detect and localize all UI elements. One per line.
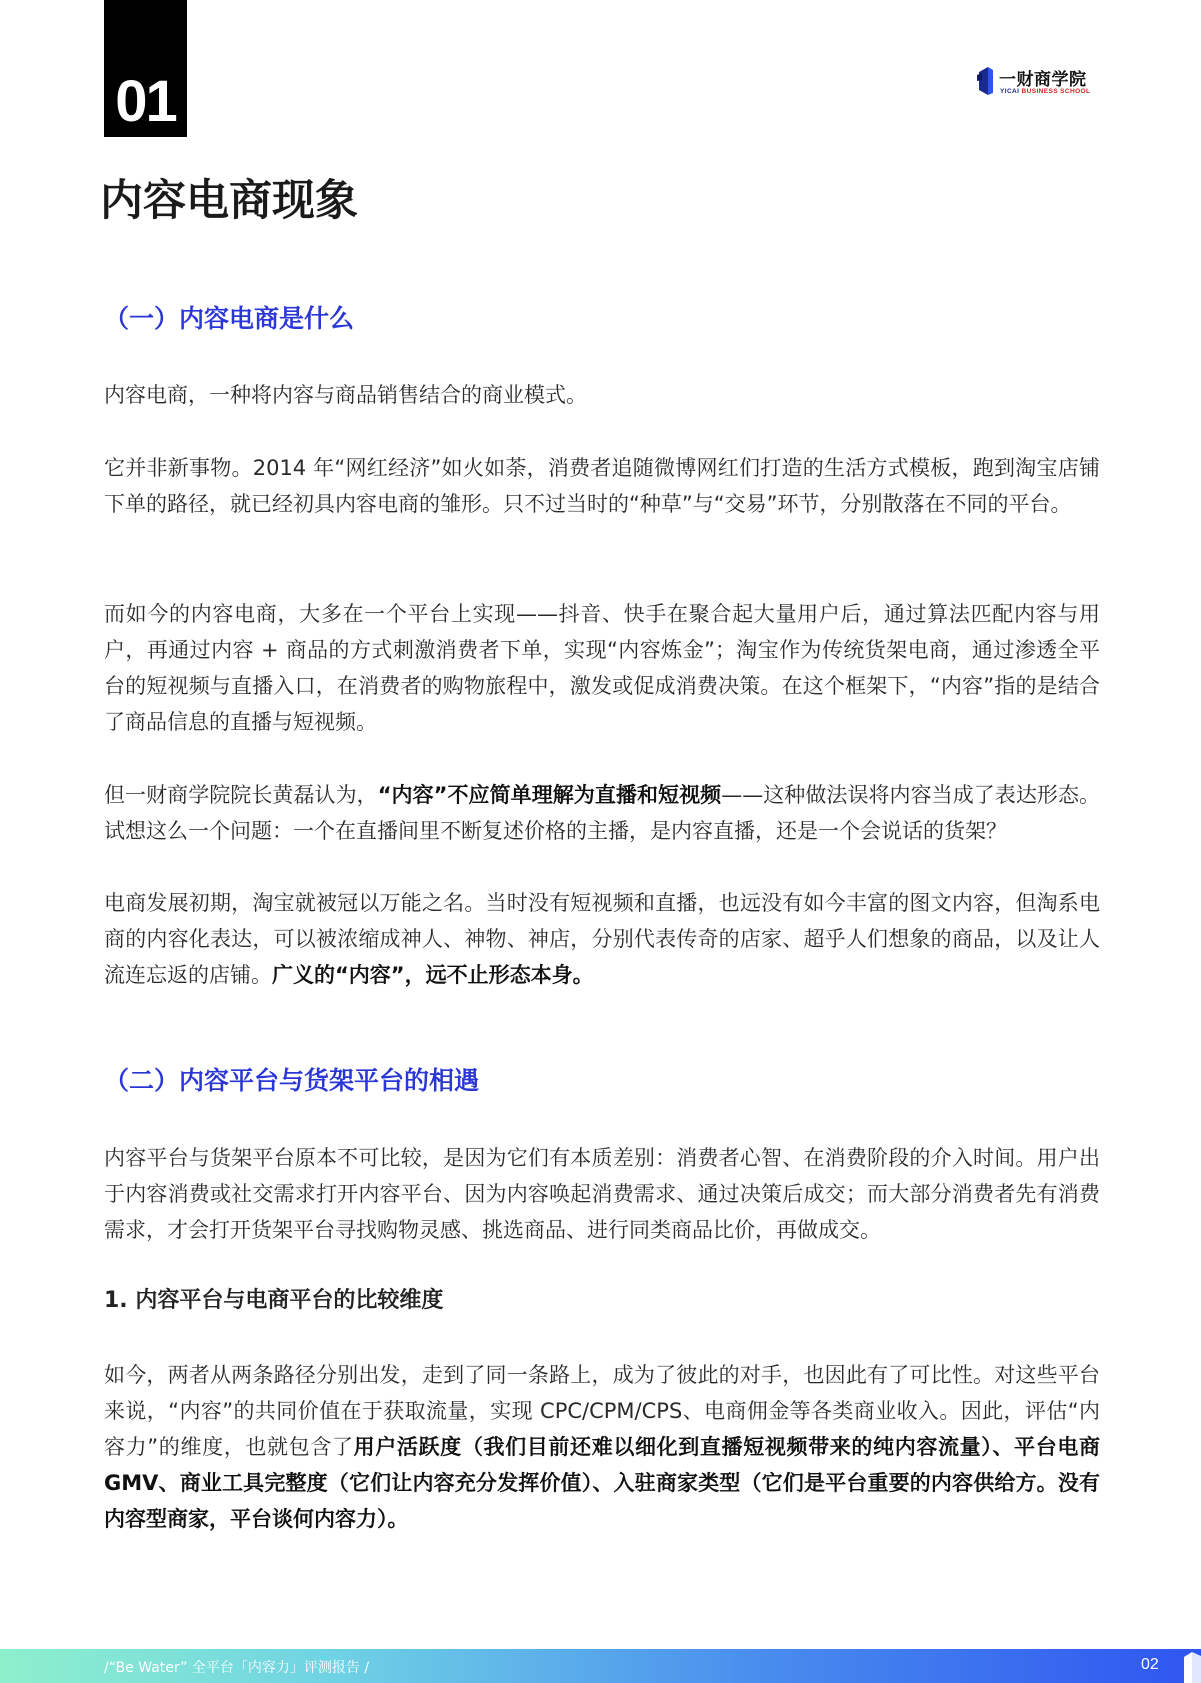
section-1-paragraph-4: 但一财商学院院长黄磊认为，“内容”不应简单理解为直播和短视频——这种做法误将内容当成了表达形态。试想这么一个问题：一个在直播间里不断复述价格的主播，是内容直播，还是一个会说话的货架？ [104,783,1101,843]
emphasis-text: 广义的“内容”，远不止形态本身。 [272,963,594,987]
section-1-paragraph-1: 内容电商，一种将内容与商品销售结合的商业模式。 [104,383,587,407]
section-1-paragraph-3: 而如今的内容电商，大多在一个平台上实现——抖音、快手在聚合起大量用户后，通过算法匹配内容与用户，再通过内容 + 商品的方式刺激消费者下单，实现“内容炼金”；淘宝作为传统货架电商，通过渗透全平台的短视频与直播入口，在消费者的购物旅程中，激发或促成消费决策。在这个框架下，“内容”指的是结合了商品信息的直播与短视频。 [104,602,1100,734]
section-2-paragraph-2: 如今，两者从两条路径分别出发，走到了同一条路上，成为了彼此的对手，也因此有了可比性。对这些平台来说，“内容”的共同价值在于获取流量，实现 CPC/CPM/CPS、电商佣金等各类商业收入。因此，评估“内容力”的维度，也就包含了用户活跃度（我们目前还难以细化到直播短视频带来的纯内容流量）、平台电商 GMV、商业工具完整度（它们让内容充分发挥价值）、入驻商家类型（它们是平台重要的内容供给方。没有内容型商家，平台谈何内容力）。 [104,1363,1100,1531]
page-title: 内容电商现象 [100,176,358,226]
logo-chinese-name: 一财商学院 [999,70,1087,90]
footer-report-title: /“Be Water” 全平台「内容力」评测报告 / [104,1660,370,1676]
section-1-paragraph-2: 它并非新事物。2014 年“网红经济”如火如荼，消费者追随微博网红们打造的生活方式模板，跑到淘宝店铺下单的路径，就已经初具内容电商的雏形。只不过当时的“种草”与“交易”环节，分别散落在不同的平台。 [104,456,1100,516]
chapter-number-box [104,0,187,137]
page-footer [0,1649,1201,1683]
section-1-heading: （一）内容电商是什么 [104,304,355,333]
emphasis-text: 用户活跃度（我们目前还难以细化到直播短视频带来的纯内容流量）、平台电商 GMV、商业工具完整度（它们让内容充分发挥价值）、入驻商家类型（它们是平台重要的内容供给方。没有内容型商家，平台谈何内容力）。 [104,1435,1100,1531]
yicai-logo-icon [977,66,995,96]
yicai-logo [977,63,1101,99]
section-2-heading: （二）内容平台与货架平台的相遇 [104,1066,480,1095]
chapter-number: 01 [115,69,176,134]
footer-logo-mark-icon [1180,1649,1201,1683]
section-1-paragraph-5: 电商发展初期，淘宝就被冠以万能之名。当时没有短视频和直播，也远没有如今丰富的图文内容，但淘系电商的内容化表达，可以被浓缩成神人、神物、神店，分别代表传奇的店家、超乎人们想象的商品，以及让人流连忘返的店铺。广义的“内容”，远不止形态本身。 [104,891,1100,987]
logo-english-name: YICAI BUSINESS SCHOOL [1000,88,1091,95]
section-2-paragraph-1: 内容平台与货架平台原本不可比较，是因为它们有本质差别：消费者心智、在消费阶段的介入时间。用户出于内容消费或社交需求打开内容平台、因为内容唤起消费需求、通过决策后成交；而大部分消费者先有消费需求，才会打开货架平台寻找购物灵感、挑选商品、进行同类商品比价，再做成交。 [104,1146,1100,1242]
section-2-subheading: 1. 内容平台与电商平台的比较维度 [104,1288,444,1313]
emphasis-text: “内容”不应简单理解为直播和短视频 [377,783,722,807]
page-number: 02 [1141,1656,1159,1673]
